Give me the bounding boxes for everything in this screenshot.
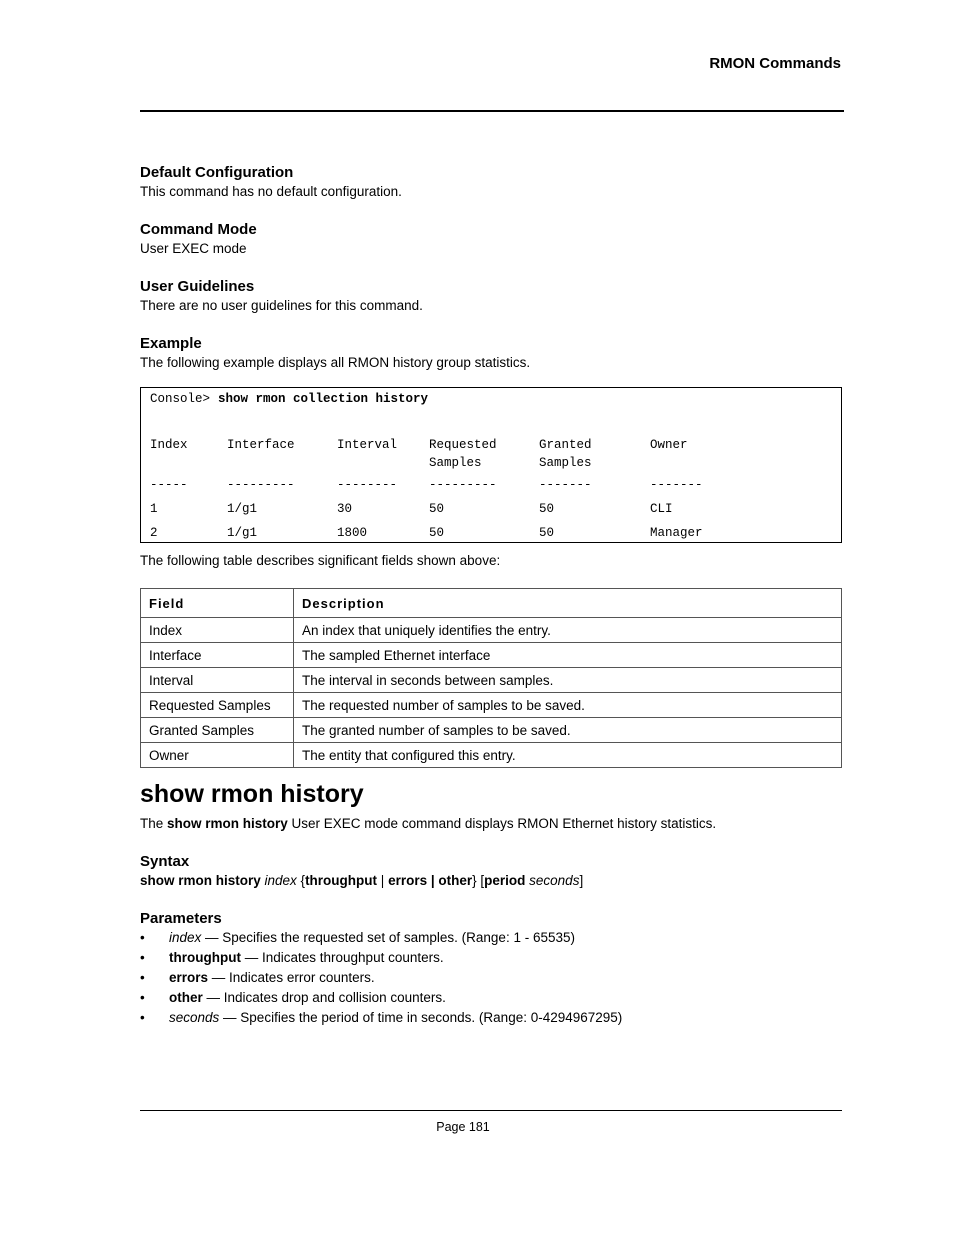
table-row — [141, 743, 842, 768]
param-term: seconds — [169, 1010, 220, 1025]
console-command: show rmon collection history — [218, 392, 429, 406]
table-row — [141, 693, 842, 718]
syntax-part: throughput — [305, 873, 378, 888]
code-cell: 50 — [539, 502, 555, 516]
code-cell: 1 — [150, 502, 158, 516]
command-description — [140, 814, 842, 834]
syntax-part: errors | other — [388, 873, 473, 888]
table-row — [141, 643, 842, 668]
page-number: Page 181 — [436, 1120, 490, 1134]
code-dashes: -------- — [337, 478, 398, 492]
param-desc: — Specifies the requested set of samples. (Range: 1 - 65535) — [201, 930, 575, 945]
example-section — [140, 335, 842, 373]
table-header: Field — [141, 589, 294, 618]
param-desc: — Indicates throughput counters. — [240, 950, 444, 965]
syntax-part: ] — [579, 873, 584, 888]
bullet-icon: • — [140, 1010, 145, 1025]
default-config-section — [140, 164, 842, 202]
code-cell: 30 — [337, 502, 353, 516]
list-item — [140, 928, 842, 948]
code-cell: Manager — [650, 526, 703, 540]
param-desc: — Indicates drop and collision counters. — [202, 990, 446, 1005]
syntax-part: } [ — [472, 873, 485, 888]
bullet-icon: • — [140, 990, 145, 1005]
code-dashes: ------- — [539, 478, 592, 492]
page-content — [140, 164, 842, 1028]
param-desc: — Specifies the period of time in seconds. (Range: 0-4294967295) — [219, 1010, 623, 1025]
section-heading: Syntax — [140, 853, 190, 870]
syntax-part: period — [484, 873, 526, 888]
footer-rule — [140, 1110, 842, 1111]
console-output-box — [140, 387, 842, 543]
section-heading: Example — [140, 335, 202, 352]
desc-command: show rmon history — [167, 816, 288, 831]
code-header: Requested — [429, 438, 497, 452]
section-heading: Command Mode — [140, 221, 257, 238]
code-cell: CLI — [650, 502, 673, 516]
table-row — [141, 618, 842, 643]
command-mode-section — [140, 221, 842, 259]
param-term: other — [169, 990, 203, 1005]
param-desc: — Indicates error counters. — [208, 970, 375, 985]
user-guidelines-section — [140, 278, 842, 316]
table-cell: Owner — [141, 743, 294, 768]
list-item — [140, 988, 842, 1008]
table-cell: Granted Samples — [141, 718, 294, 743]
code-header: Owner — [650, 438, 688, 452]
table-intro: The following table describes significant fields shown above: — [140, 553, 501, 568]
syntax-part: { — [296, 873, 306, 888]
syntax-line — [140, 871, 842, 891]
table-header-row — [141, 589, 842, 618]
code-cell: 1/g1 — [227, 526, 258, 540]
bullet-icon: • — [140, 970, 145, 985]
code-cell: 1/g1 — [227, 502, 258, 516]
code-cell: 2 — [150, 526, 158, 540]
code-header: Samples — [539, 456, 592, 470]
section-heading: Default Configuration — [140, 164, 294, 181]
param-term: throughput — [169, 950, 241, 965]
list-item — [140, 948, 842, 968]
section-heading: User Guidelines — [140, 278, 255, 295]
code-header: Granted — [539, 438, 592, 452]
code-header: Samples — [429, 456, 482, 470]
table-cell: Index — [141, 618, 294, 643]
parameters-list — [140, 928, 842, 1028]
table-cell: Interface — [141, 643, 294, 668]
syntax-part: show rmon history — [140, 873, 261, 888]
table-cell: Requested Samples — [141, 693, 294, 718]
syntax-part: seconds — [525, 873, 580, 888]
syntax-part: index — [260, 873, 297, 888]
header-rule — [140, 110, 844, 112]
running-header: RMON Commands — [709, 55, 841, 72]
section-text: There are no user guidelines for this command. — [140, 298, 423, 313]
table-cell: The sampled Ethernet interface — [294, 643, 842, 668]
section-text: This command has no default configuration. — [140, 184, 402, 199]
table-cell: The interval in seconds between samples. — [294, 668, 842, 693]
command-title: show rmon history — [140, 780, 364, 808]
list-item — [140, 1008, 842, 1028]
param-term: index — [169, 930, 202, 945]
table-cell: The granted number of samples to be saved. — [294, 718, 842, 743]
code-cell: 50 — [429, 502, 445, 516]
table-cell: Interval — [141, 668, 294, 693]
table-row — [141, 668, 842, 693]
bullet-icon: • — [140, 930, 145, 945]
code-dashes: --------- — [429, 478, 497, 492]
table-cell: An index that uniquely identifies the entry. — [294, 618, 842, 643]
code-header: Index — [150, 438, 188, 452]
table-header: Description — [294, 589, 842, 618]
section-heading: Parameters — [140, 910, 222, 927]
code-dashes: ------- — [650, 478, 703, 492]
code-cell: 50 — [429, 526, 445, 540]
param-term: errors — [169, 970, 209, 985]
code-dashes: --------- — [227, 478, 295, 492]
syntax-part: | — [377, 873, 389, 888]
table-cell: The requested number of samples to be saved. — [294, 693, 842, 718]
syntax-section — [140, 853, 842, 891]
code-cell: 50 — [539, 526, 555, 540]
desc-text: The — [140, 816, 168, 831]
section-text: User EXEC mode — [140, 241, 247, 256]
code-cell: 1800 — [337, 526, 368, 540]
parameters-section — [140, 910, 842, 1028]
code-header: Interval — [337, 438, 398, 452]
bullet-icon: • — [140, 950, 145, 965]
code-dashes: ----- — [150, 478, 188, 492]
table-row — [141, 718, 842, 743]
code-header: Interface — [227, 438, 295, 452]
table-cell: The entity that configured this entry. — [294, 743, 842, 768]
desc-text: User EXEC mode command displays RMON Ethernet history statistics. — [287, 816, 717, 831]
console-prompt: Console> — [150, 392, 211, 406]
section-text: The following example displays all RMON history group statistics. — [140, 355, 531, 370]
list-item — [140, 968, 842, 988]
fields-table — [140, 588, 842, 768]
